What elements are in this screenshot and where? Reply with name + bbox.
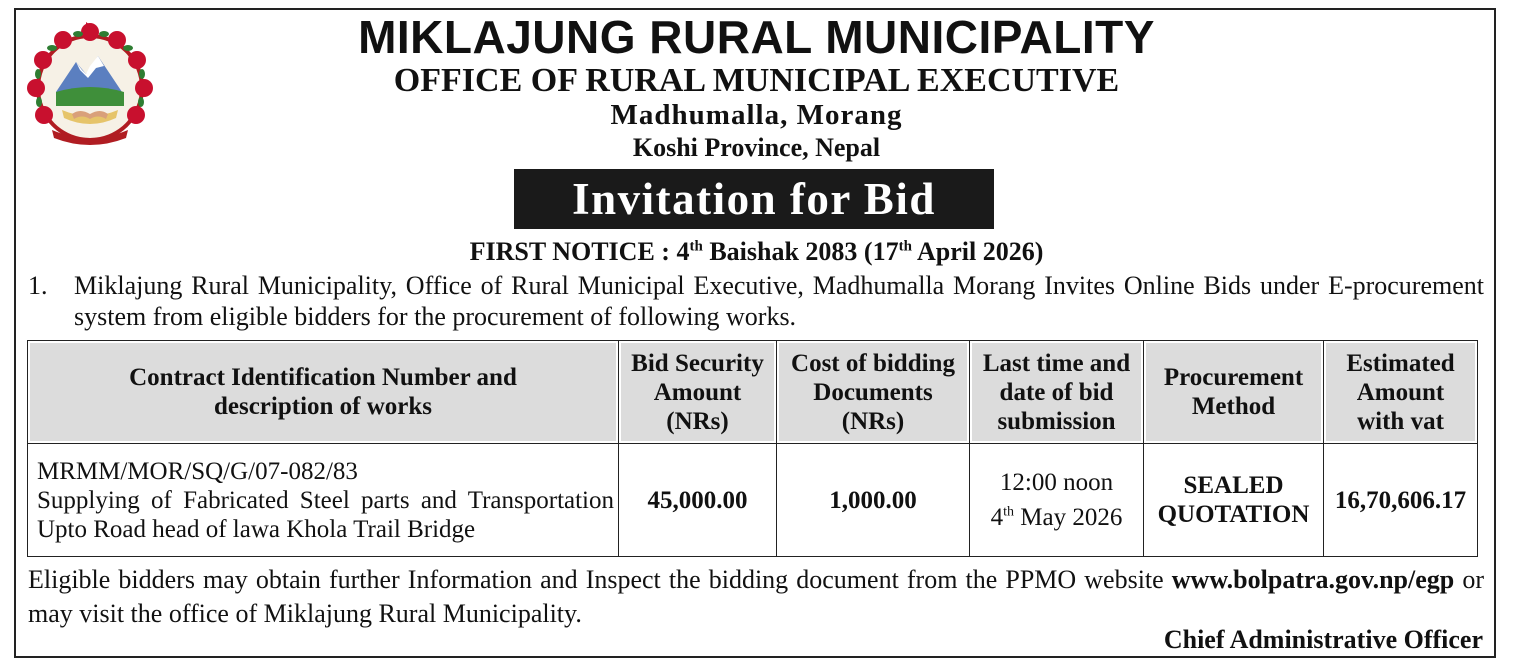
deadline-date: 4th May 2026 [990, 503, 1123, 531]
footer-text: Eligible bidders may obtain further Information and Inspect the bidding document from the PPMO website www.bolpatra.gov.np/egp or may visit the office of Miklajung Rural Municipality. [28, 565, 1484, 628]
first-notice: FIRST NOTICE : 4th Baishak 2083 (17th April 2026) [469, 237, 1044, 266]
cell-method: SEALED QUOTATION [1144, 444, 1324, 557]
signoff: Chief Administrative Officer [1163, 625, 1483, 654]
cell-estimate: 16,70,606.17 [1324, 444, 1478, 557]
header-bid-security: Bid Security Amount (NRs) [619, 341, 777, 444]
header-contract: Contract Identification Number and description of works [28, 341, 619, 444]
cell-deadline [970, 444, 1144, 557]
header-method: Procurement Method [1144, 341, 1324, 444]
deadline-time: 12:00 noon [999, 469, 1114, 497]
contract-id: MRMM/MOR/SQ/G/07-082/83 [37, 457, 358, 485]
table-header-row [28, 341, 1478, 444]
location-title: Madhumalla, Morang [610, 99, 903, 131]
header-estimate: Estimated Amount with vat [1324, 341, 1478, 444]
intro-paragraph [28, 270, 1484, 332]
invitation-banner: Invitation for Bid [514, 169, 994, 229]
paragraph-number: 1. [28, 271, 48, 300]
work-description-2: Upto Road head of lawa Khola Trail Bridge [37, 515, 476, 543]
municipality-title: MIKLAJUNG RURAL MUNICIPALITY [358, 11, 1155, 63]
table-row [28, 444, 1478, 557]
header-deadline: Last time and date of bid submission [970, 341, 1144, 444]
office-title: OFFICE OF RURAL MUNICIPAL EXECUTIVE [393, 62, 1120, 99]
header-doc-cost: Cost of bidding Documents (NRs) [777, 341, 970, 444]
bid-table [27, 340, 1478, 557]
cell-bid-security: 45,000.00 [619, 444, 777, 557]
cell-contract [28, 444, 619, 557]
province-title: Koshi Province, Nepal [632, 133, 881, 162]
ppmo-website-link[interactable]: www.bolpatra.gov.np/egp [1171, 565, 1455, 594]
paragraph-text: Miklajung Rural Municipality, Office of Rural Municipal Executive, Madhumalla Morang Invites Online Bids under E-procurement system from eligible bidders for the procurement of following works. [74, 271, 1484, 331]
cell-doc-cost: 1,000.00 [777, 444, 970, 557]
work-description-1: Supplying of Fabricated Steel parts and Transportation [37, 486, 614, 514]
